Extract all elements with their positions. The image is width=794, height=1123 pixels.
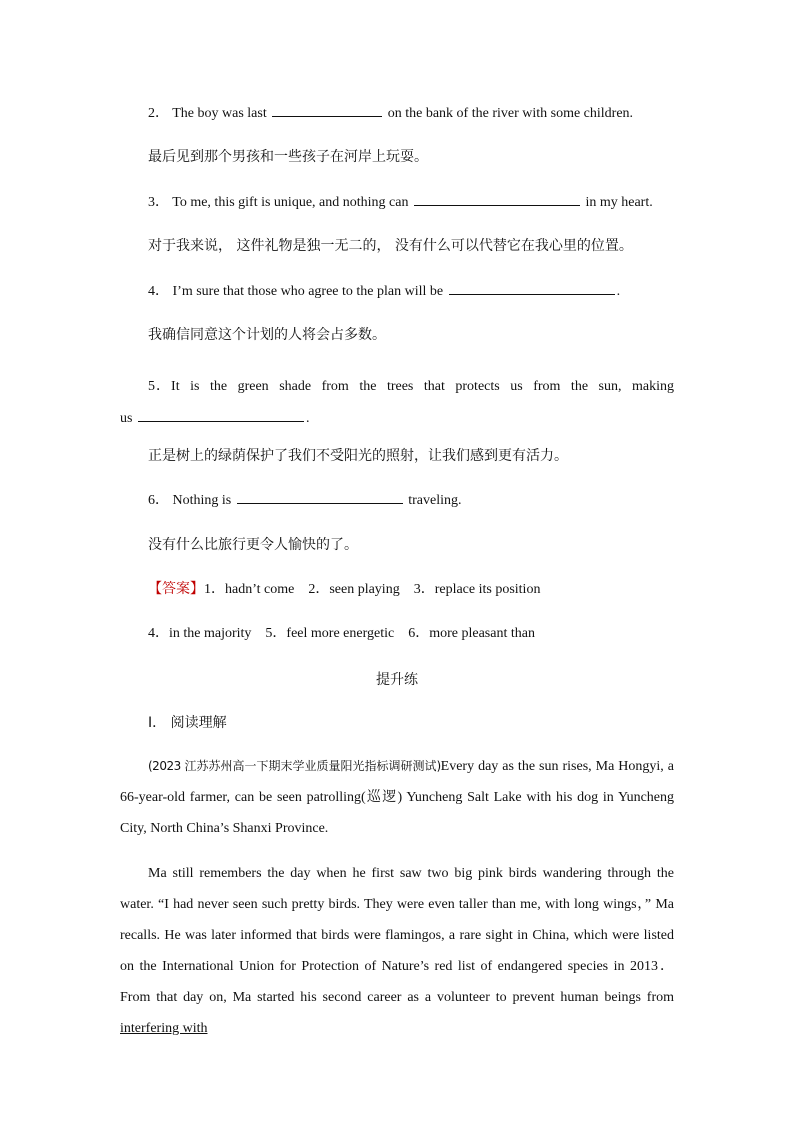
answer-blank[interactable]: [237, 491, 403, 504]
answer-blank[interactable]: [449, 282, 615, 295]
exercise-6-translation: 没有什么比旅行更令人愉快的了。: [148, 537, 358, 553]
exercise-text-after: .: [616, 284, 621, 299]
answer-key-line-2: 4．in the majority 5．feel more energetic 6．more pleasant than: [148, 626, 535, 641]
exercise-text-after: traveling.: [408, 493, 462, 508]
paragraph-text: Every day as the sun rises, Ma Hongyi, a 66-year-old farmer, can be seen patrolling(巡逻) Yuncheng Salt Lake with his dog in Yuncheng City, North China’s Shanxi Province.: [120, 759, 675, 836]
exercise-text-before: It is the green shade from the trees that protects us from the sun, making us: [120, 379, 675, 426]
source-note: (2023 江苏苏州高一下期末学业质量阳光指标调研测试): [148, 759, 441, 773]
paragraph-text: Ma still remembers the day when he first saw two big pink birds wandering through the water. “I had never seen such pretty birds. They were even taller than me, with long wings，” Ma recalls. He was later informed that birds were flamingos, a rare sight in China, which were listed on the International Union for Protection of Nature’s red list of endangered species in 2013．From that day on, Ma started his second career as a volunteer to prevent human beings from: [120, 866, 674, 1005]
exercise-2-translation: 最后见到那个男孩和一些孩子在河岸上玩耍。: [148, 149, 428, 165]
answer-key-line-1: [148, 580, 540, 599]
section-title: 提升练: [376, 672, 418, 688]
exercise-text-after: in my heart.: [585, 195, 653, 210]
exercise-text-before: Nothing is: [172, 493, 232, 508]
exercise-5-translation: 正是树上的绿荫保护了我们不受阳光的照射，让我们感到更有活力。: [148, 448, 568, 464]
underlined-phrase: interfering with: [120, 1021, 208, 1036]
exercise-6: [148, 491, 462, 510]
answer-blank[interactable]: [414, 193, 580, 206]
part-heading: Ⅰ． 阅读理解: [148, 715, 227, 731]
reading-paragraph-2: [120, 858, 674, 1044]
exercise-text-before: To me, this gift is unique, and nothing can: [172, 195, 409, 210]
exercise-4: [148, 282, 620, 301]
exercise-text-before: I’m sure that those who agree to the plan will be: [172, 284, 444, 299]
exercise-4-translation: 我确信同意这个计划的人将会占多数。: [148, 327, 386, 343]
exercise-number: 6．: [148, 493, 169, 508]
exercise-text-after: .: [305, 411, 310, 426]
exercise-number: 2．: [148, 106, 169, 121]
answer-tag: 【答案】: [148, 581, 204, 597]
exercise-number: 5．: [148, 379, 172, 394]
exercise-number: 3．: [148, 195, 169, 210]
answer-blank[interactable]: [138, 409, 304, 422]
exercise-5: [120, 371, 674, 435]
answer-blank[interactable]: [272, 104, 382, 117]
exercise-2: [148, 104, 633, 123]
exercise-3-translation: 对于我来说， 这件礼物是独一无二的， 没有什么可以代替它在我心里的位置。: [148, 238, 633, 254]
exercise-text-after: on the bank of the river with some children.: [387, 106, 634, 121]
exercise-3: [148, 193, 653, 212]
reading-paragraph-1: [120, 751, 674, 844]
answer-text: 1．hadn’t come 2．seen playing 3．replace its position: [204, 582, 541, 597]
exercise-text-before: The boy was last: [172, 106, 267, 121]
exercise-number: 4．: [148, 284, 169, 299]
